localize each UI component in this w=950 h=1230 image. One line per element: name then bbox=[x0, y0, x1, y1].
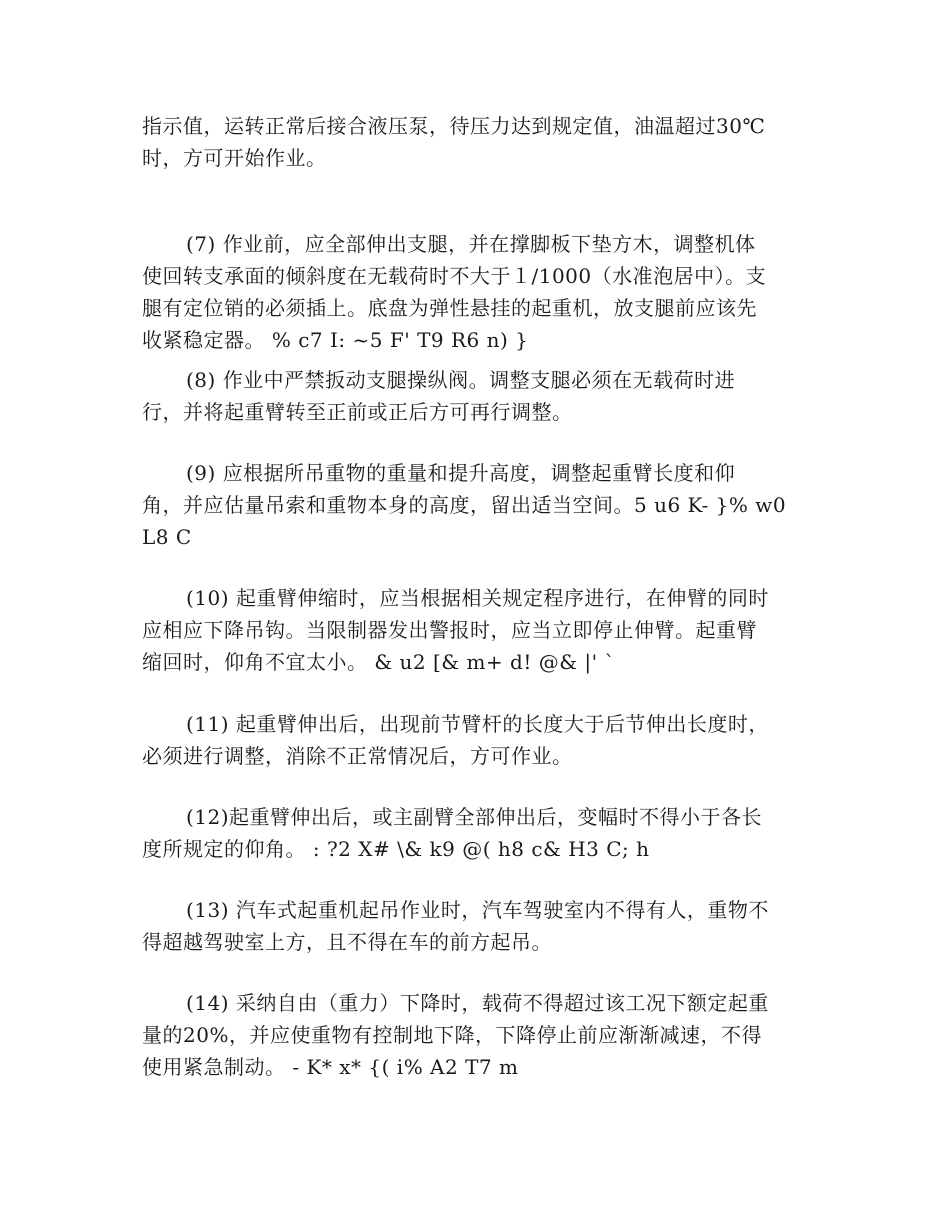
paragraph-line: 得超越驾驶室上方，且不得在车的前方起吊。 bbox=[142, 930, 552, 954]
paragraph-13 bbox=[142, 894, 812, 958]
paragraph-line: 必须进行调整，消除不正常情况后，方可作业。 bbox=[142, 744, 573, 768]
paragraph-line: L8 C bbox=[142, 525, 192, 549]
paragraph-10 bbox=[142, 582, 812, 678]
paragraph-line: 角，并应估量吊索和重物本身的高度，留出适当空间。5 u6 K- }% w0 bbox=[142, 493, 787, 517]
paragraph-line: 收紧稳定器。 % c7 I: ~5 F' T9 R6 n) } bbox=[142, 328, 529, 352]
paragraph-line: 应相应下降吊钩。当限制器发出警报时，应当立即停止伸臂。起重臂 bbox=[142, 618, 757, 642]
paragraph-12 bbox=[142, 801, 812, 865]
paragraph-line: 度所规定的仰角。 : ?2 X# \& k9 @( h8 c& H3 C; h bbox=[142, 837, 650, 861]
paragraph-9 bbox=[142, 457, 812, 553]
paragraph-line: (14) 采纳自由（重力）下降时，载荷不得超过该工况下额定起重 bbox=[186, 991, 769, 1015]
paragraph-line: (12)起重臂伸出后，或主副臂全部伸出后，变幅时不得小于各长 bbox=[186, 805, 763, 829]
paragraph-line: 指示值，运转正常后接合液压泵，待压力达到规定值，油温超过30℃ bbox=[142, 114, 766, 138]
paragraph-line: (13) 汽车式起重机起吊作业时，汽车驾驶室内不得有人，重物不 bbox=[186, 898, 769, 922]
paragraph-line: 时，方可开始作业。 bbox=[142, 146, 327, 170]
paragraph-continuation bbox=[142, 110, 812, 174]
paragraph-line: 量的20%，并应使重物有控制地下降，下降停止前应渐渐减速，不得 bbox=[142, 1023, 762, 1047]
paragraph-line: (11) 起重臂伸出后，出现前节臂杆的长度大于后节伸出长度时， bbox=[186, 712, 769, 736]
paragraph-line: 使用紧急制动。 - K* x* {( i% A2 T7 m bbox=[142, 1055, 519, 1079]
paragraph-line: 行，并将起重臂转至正前或正后方可再行调整。 bbox=[142, 400, 573, 424]
paragraph-14 bbox=[142, 987, 812, 1083]
paragraph-line: 腿有定位销的必须插上。底盘为弹性悬挂的起重机，放支腿前应该先 bbox=[142, 296, 757, 320]
paragraph-line: (8) 作业中严禁扳动支腿操纵阀。调整支腿必须在无载荷时进 bbox=[186, 368, 736, 392]
paragraph-line: 使回转支承面的倾斜度在无载荷时不大于１/1000（水准泡居中）。支 bbox=[142, 264, 767, 288]
paragraph-line: (10) 起重臂伸缩时，应当根据相关规定程序进行，在伸臂的同时 bbox=[186, 586, 769, 610]
paragraph-line: (7) 作业前，应全部伸出支腿，并在撑脚板下垫方木，调整机体 bbox=[186, 232, 756, 256]
paragraph-8 bbox=[142, 364, 812, 428]
paragraph-11 bbox=[142, 708, 812, 772]
paragraph-line: 缩回时，仰角不宜太小。 & u2 [& m+ d! @& |' ` bbox=[142, 650, 615, 674]
paragraph-7 bbox=[142, 228, 812, 356]
paragraph-line: (9) 应根据所吊重物的重量和提升高度，调整起重臂长度和仰 bbox=[186, 461, 736, 485]
